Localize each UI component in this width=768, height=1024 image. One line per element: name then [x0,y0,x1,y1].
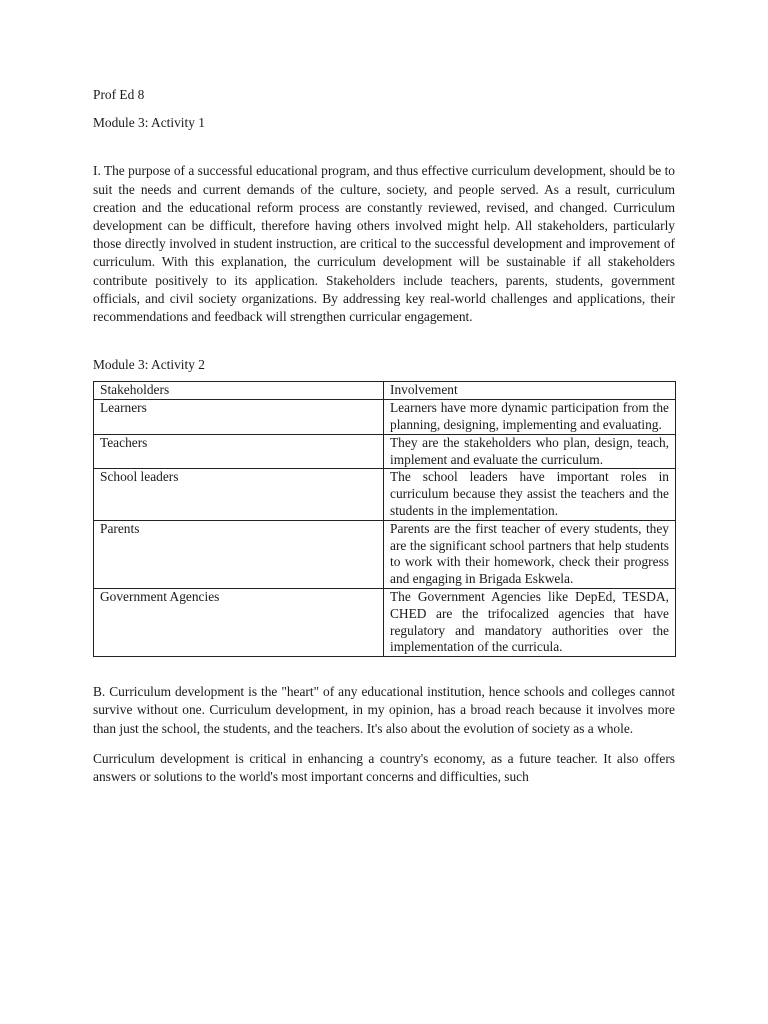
involvement-cell: They are the stakeholders who plan, design, teach, implement and evaluate the curriculum. [384,434,676,469]
activity1-title: Module 3: Activity 1 [93,115,205,131]
stakeholders-table [93,381,676,657]
table-row [94,434,676,469]
stakeholder-cell: Government Agencies [94,589,384,657]
table-header-row [94,382,676,400]
table-row [94,589,676,657]
header-stakeholders: Stakeholders [94,382,384,400]
stakeholder-cell: Teachers [94,434,384,469]
involvement-cell: The school leaders have important roles in curriculum because they assist the teachers and the students in the implementation. [384,469,676,520]
document-page [93,86,675,786]
stakeholder-cell: School leaders [94,469,384,520]
involvement-cell: Learners have more dynamic participation from the planning, designing, implementing and evaluating. [384,400,676,435]
table-row [94,400,676,435]
course-title: Prof Ed 8 [93,87,145,102]
part-c-paragraph: Curriculum development is critical in enhancing a country's economy, as a future teacher. It also offers answers or solutions to the world's most important concerns and difficulties, such [93,750,675,784]
activity2-title: Module 3: Activity 2 [93,357,205,373]
stakeholder-cell: Learners [94,400,384,435]
involvement-cell: Parents are the first teacher of every students, they are the significant school partners that help students to work with their homework, check their progress and engaging in Brigada Eskwela. [384,520,676,588]
header-involvement: Involvement [384,382,676,400]
table-row [94,520,676,588]
involvement-cell: The Government Agencies like DepEd, TESDA, CHED are the trifocalized agencies that have regulatory and mandatory authorities over the implementation of the curricula. [384,589,676,657]
stakeholder-cell: Parents [94,520,384,588]
activity1-paragraph: I. The purpose of a successful educational program, and thus effective curriculum development, should be to suit the needs and current demands of the culture, society, and people served. As a result, curriculum creation and the educational reform process are constantly reviewed, revised, and changed. Curriculum development can be difficult, therefore having others involved might help. All stakeholders, particularly those directly involved in student instruction, are critical to the successful development and improvement of curriculum. With this explanation, the curriculum development will be sustainable if all stakeholders contribute positively to its application. Stakeholders include teachers, parents, students, government officials, and civil society organizations. By addressing key real-world challenges and applications, their recommendations and feedback will strengthen curricular engagement. [93,163,675,325]
part-b-paragraph: B. Curriculum development is the "heart" of any educational institution, hence schools and colleges cannot survive without one. Curriculum development, in my opinion, has a broad reach because it involves more than just the school, the students, and the teachers. It's also about the evolution of society as a whole. [93,684,675,736]
table-row [94,469,676,520]
